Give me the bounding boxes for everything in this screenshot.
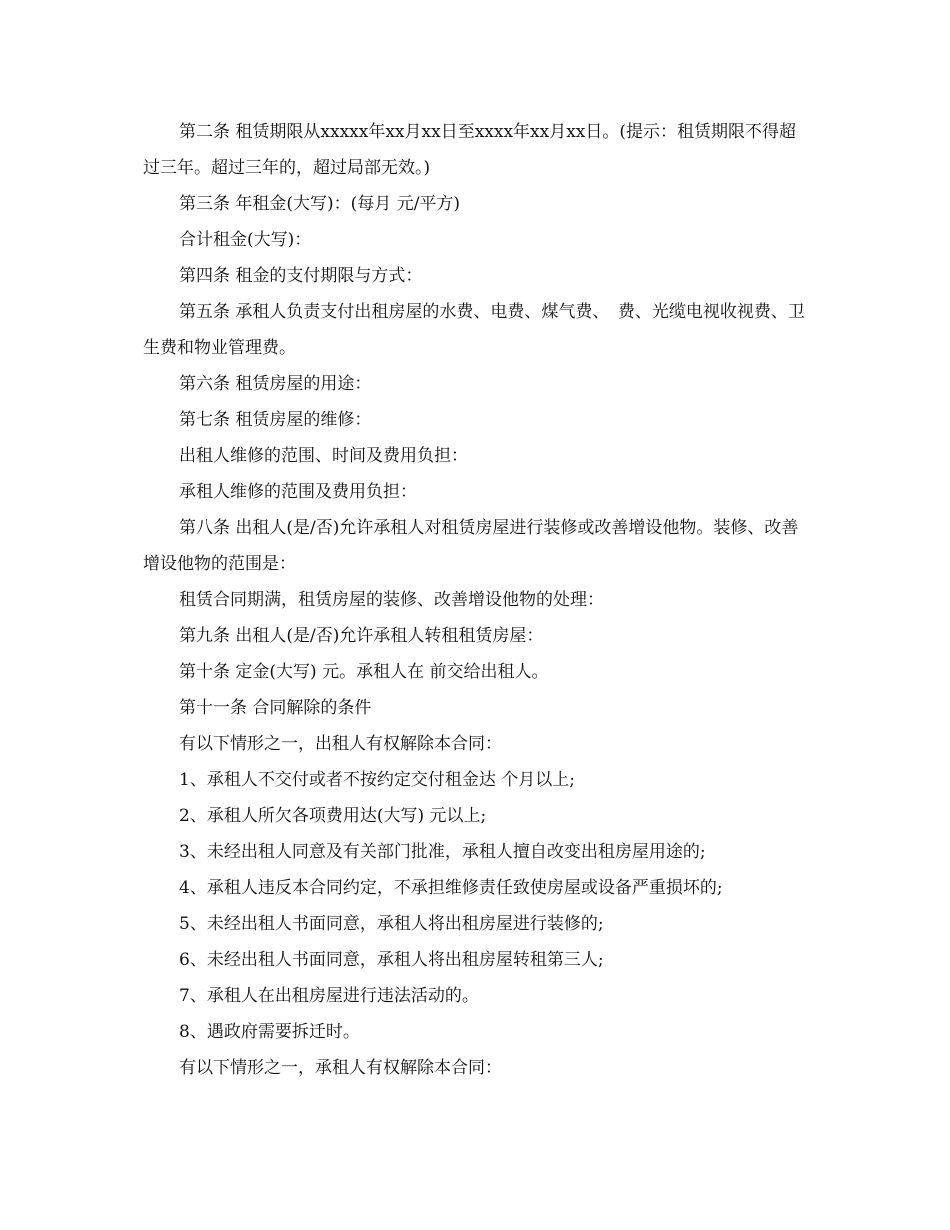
paragraph-lessor-termination-intro: 有以下情形之一，出租人有权解除本合同： (179, 734, 502, 754)
list-item: 3、未经出租人同意及有关部门批准，承租人擅自改变出租房屋用途的; (179, 842, 706, 862)
list-item: 6、未经出租人书面同意，承租人将出租房屋转租第三人; (179, 950, 604, 970)
paragraph-article-3: 第三条 年租金(大写)：(每月 元/平方) (179, 194, 461, 214)
paragraph-lease-expiry: 租赁合同期满，租赁房屋的装修、改善增设他物的处理： (179, 590, 604, 610)
paragraph-article-9: 第九条 出租人(是/否)允许承租人转租租赁房屋： (179, 626, 544, 646)
paragraph-article-11: 第十一条 合同解除的条件 (179, 698, 372, 718)
list-item: 7、承租人在出租房屋进行违法活动的。 (179, 986, 479, 1006)
paragraph-article-7: 第七条 租赁房屋的维修： (179, 410, 372, 430)
paragraph-article-10: 第十条 定金(大写) 元。承租人在 前交给出租人。 (179, 662, 549, 682)
paragraph-article-4: 第四条 租金的支付期限与方式： (179, 266, 423, 286)
paragraph-article-6: 第六条 租赁房屋的用途： (179, 374, 372, 394)
paragraph-article-2: 第二条 租赁期限从xxxxx年xx月xx日至xxxx年xx月xx日。(提示：租赁期限不得超过三年。超过三年的，超过局部无效。) (143, 122, 797, 178)
document-body (143, 114, 813, 1086)
paragraph-article-5: 第五条 承租人负责支付出租房屋的水费、电费、煤气费、 费、光缆电视收视费、卫生费和物业管理费。 (143, 302, 805, 358)
list-item: 1、承租人不交付或者不按约定交付租金达 个月以上; (179, 770, 575, 790)
list-item: 5、未经出租人书面同意，承租人将出租房屋进行装修的; (179, 914, 604, 934)
paragraph-article-8: 第八条 出租人(是/否)允许承租人对租赁房屋进行装修或改善增设他物。装修、改善增设他物的范围是： (143, 518, 799, 574)
paragraph-lessor-repair: 出租人维修的范围、时间及费用负担： (179, 446, 468, 466)
list-item: 4、承租人违反本合同约定，不承担维修责任致使房屋或设备严重损坏的; (179, 878, 723, 898)
paragraph-lessee-repair: 承租人维修的范围及费用负担： (179, 482, 417, 502)
list-item: 8、遇政府需要拆迁时。 (179, 1022, 360, 1042)
paragraph-lessee-termination-intro: 有以下情形之一，承租人有权解除本合同： (179, 1058, 502, 1078)
list-item: 2、承租人所欠各项费用达(大写) 元以上; (179, 806, 487, 826)
paragraph-total-rent: 合计租金(大写)： (179, 230, 312, 250)
